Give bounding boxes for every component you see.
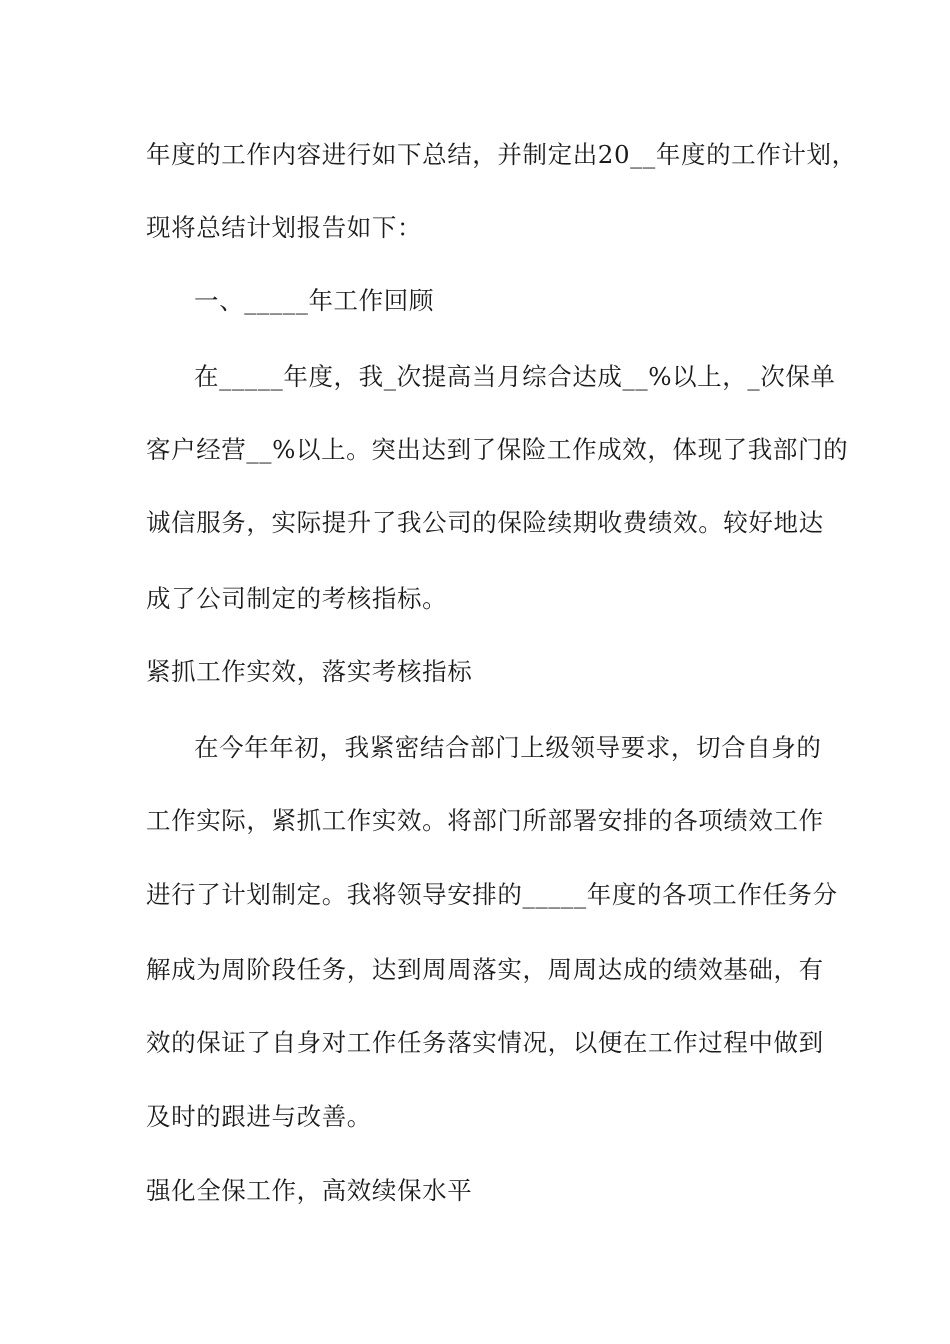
paragraph-line: 现将总结计划报告如下：: [146, 213, 423, 242]
subsection-heading: 紧抓工作实效，落实考核指标: [146, 657, 473, 686]
paragraph-line: 年度的工作内容进行如下总结，并制定出20__年度的工作计划，: [146, 140, 857, 169]
subsection-heading: 强化全保工作，高效续保水平: [146, 1176, 473, 1205]
paragraph-line: 工作实际，紧抓工作实效。将部门所部署安排的各项绩效工作: [146, 806, 824, 835]
paragraph-line: 及时的跟进与改善。: [146, 1102, 372, 1131]
paragraph-line: 进行了计划制定。我将领导安排的_____年度的各项工作任务分: [146, 880, 838, 909]
paragraph-line: 诚信服务，实际提升了我公司的保险续期收费绩效。较好地达: [146, 508, 824, 537]
paragraph-line: 效的保证了自身对工作任务落实情况，以便在工作过程中做到: [146, 1028, 824, 1057]
paragraph-line: 客户经营__%以上。突出达到了保险工作成效，体现了我部门的: [146, 435, 849, 464]
paragraph-line: 在_____年度，我_次提高当月综合达成__%以上，_次保单: [194, 362, 836, 391]
paragraph-line: 成了公司制定的考核指标。: [146, 584, 448, 613]
paragraph-line: 在今年年初，我紧密结合部门上级领导要求，切合自身的: [194, 733, 822, 762]
paragraph-line: 解成为周阶段任务，达到周周落实，周周达成的绩效基础，有: [146, 955, 824, 984]
section-heading: 一、_____年工作回顾: [194, 286, 434, 315]
